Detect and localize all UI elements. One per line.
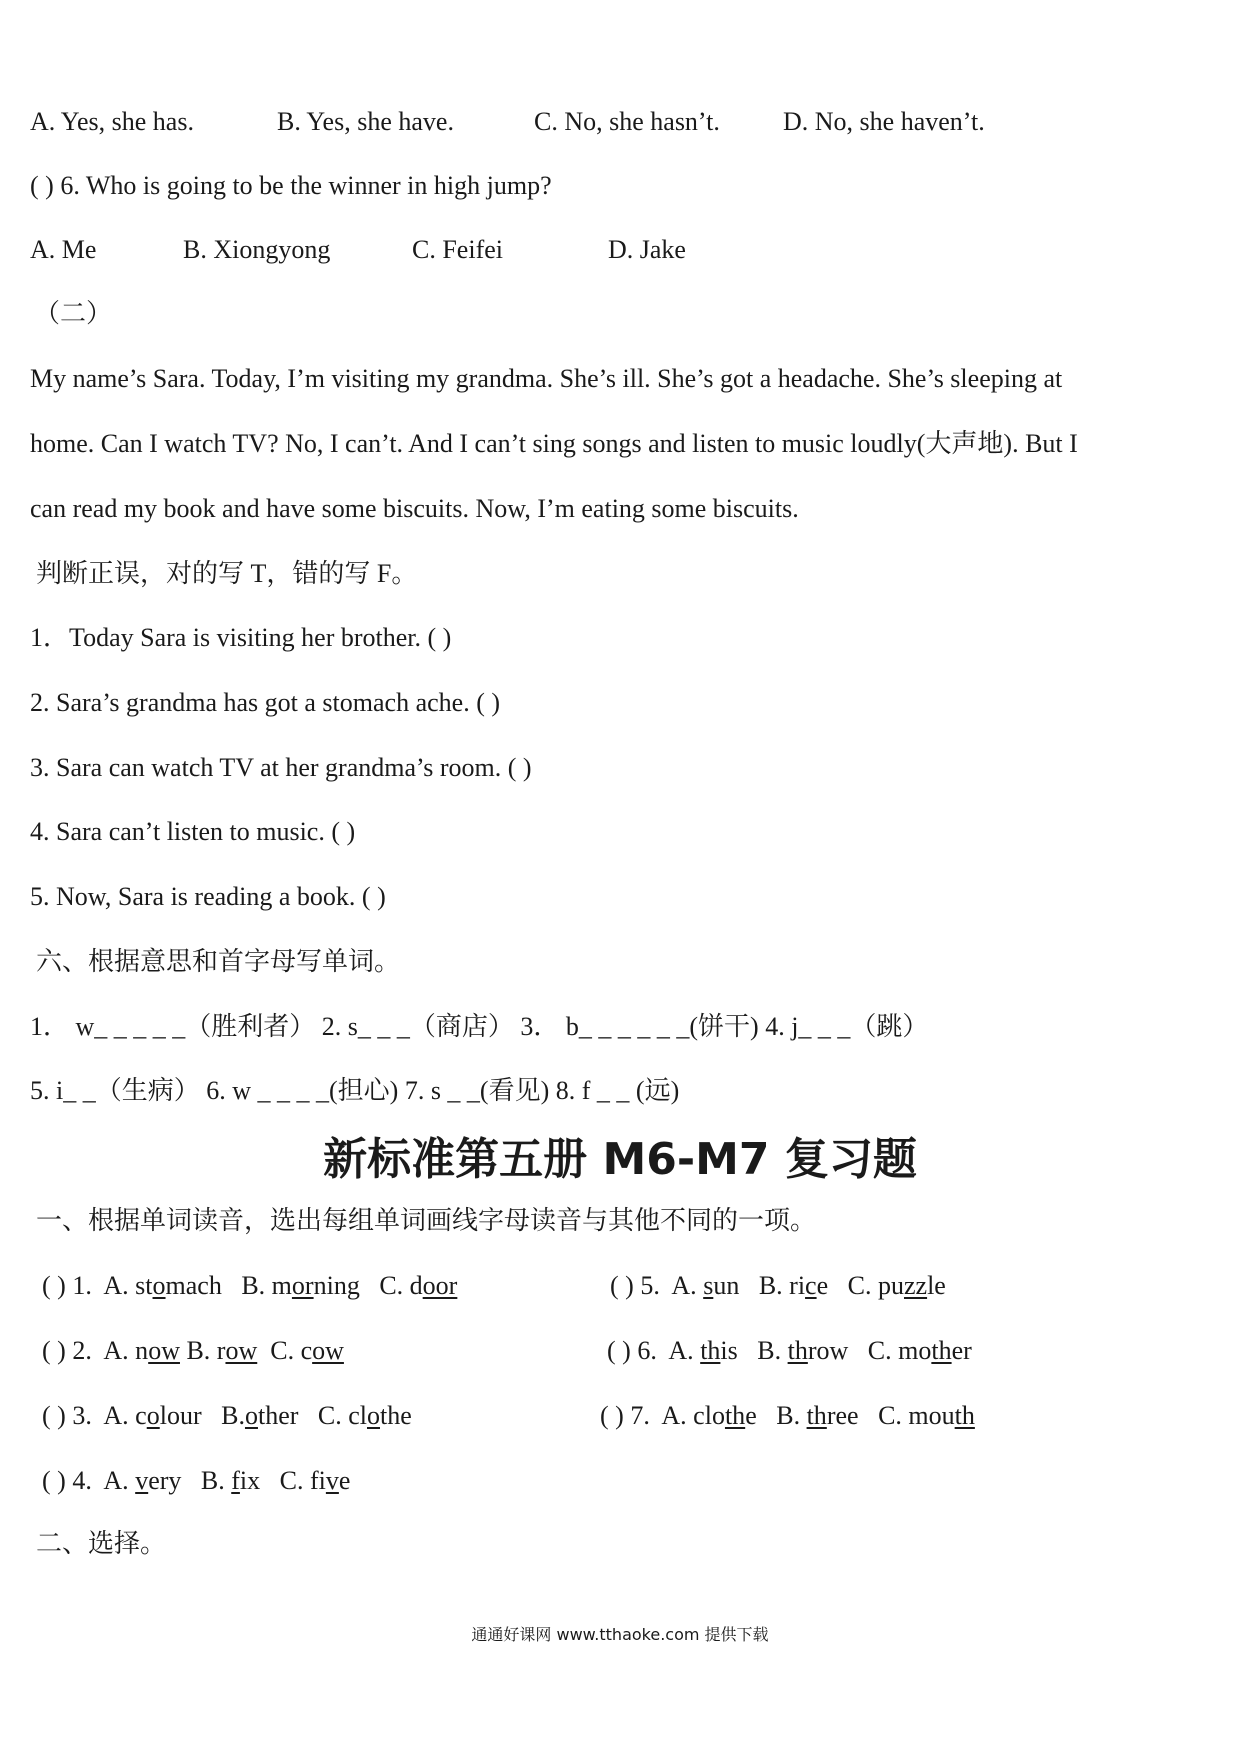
q6-option-b: B. Xiongyong [183, 235, 331, 264]
q2-option-b: B. row [186, 1336, 258, 1365]
q7-option-a: A. clothe [661, 1401, 757, 1430]
tf-item-1: 1．Today Sara is visiting her brother. ( ) [30, 623, 452, 652]
q4-option-a: A. very [103, 1466, 182, 1495]
phonics-q4 [42, 1465, 350, 1497]
q5-option-a: A. Yes, she has. [30, 107, 194, 136]
q5-option-c: C. No, she hasn’t. [534, 107, 720, 136]
q3-option-c: C. clothe [317, 1401, 412, 1430]
q4-option-c: C. five [279, 1466, 351, 1495]
q5-option-a: A. sun [671, 1271, 740, 1300]
section6-heading: 六、根据意思和首字母写单词。 [36, 947, 401, 976]
phonics-q1 [42, 1270, 457, 1302]
phonics-q3 [42, 1400, 412, 1432]
q2-option-a: A. now [103, 1336, 180, 1365]
q1-option-c: C. door [379, 1271, 458, 1300]
q2-number: ( ) 2. [42, 1336, 92, 1365]
words-row-2: 5. i_ _（生病） 6. w _ _ _ _(担心) 7. s _ _(看见) 8. f _ _ (远) [30, 1076, 680, 1105]
passage-line-2: home. Can I watch TV? No, I can’t. And I can’t sing songs and listen to music loudly(大声地). But I [30, 429, 1078, 458]
review-title: 新标准第五册 M6-M7 复习题 [323, 1134, 917, 1185]
tf-item-2: 2. Sara’s grandma has got a stomach ache. ( ) [30, 688, 501, 717]
tf-item-4: 4. Sara can’t listen to music. ( ) [30, 817, 356, 846]
phonics-q6 [607, 1335, 972, 1367]
passage-line-1: My name’s Sara. Today, I’m visiting my grandma. She’s ill. She’s got a headache. She’s sleeping at [30, 364, 1063, 393]
footer-credit: 通通好课网 www.tthaoke.com 提供下载 [471, 1625, 769, 1644]
q6-option-c: C. Feifei [412, 235, 503, 264]
phonics-q2 [42, 1335, 344, 1367]
q6-number: ( ) 6. [607, 1336, 657, 1365]
q5-option-b: B. Yes, she have. [277, 107, 454, 136]
q7-number: ( ) 7. [600, 1401, 650, 1430]
q1-option-a: A. stomach [103, 1271, 222, 1300]
passage-line-3: can read my book and have some biscuits. Now, I’m eating some biscuits. [30, 494, 799, 523]
q5-option-b: B. rice [758, 1271, 829, 1300]
q4-number: ( ) 4. [42, 1466, 92, 1495]
q2-option-c: C. cow [270, 1336, 344, 1365]
q3-option-a: A. colour [103, 1401, 202, 1430]
q6-option-b: B. throw [757, 1336, 849, 1365]
words-row-1: 1． w_ _ _ _ _（胜利者） 2. s_ _ _（商店） 3． b_ _ _ _ _ _(饼干) 4. j_ _ _（跳） [30, 1012, 929, 1041]
q5-option-d: D. No, she haven’t. [783, 107, 985, 136]
q7-option-c: C. mouth [878, 1401, 975, 1430]
phonics-q5 [610, 1270, 946, 1302]
section1-heading: 一、根据单词读音，选出每组单词画线字母读音与其他不同的一项。 [36, 1206, 817, 1235]
q6-option-c: C. mother [867, 1336, 972, 1365]
tf-instruction: 判断正误，对的写 T，错的写 F。 [36, 559, 418, 588]
q5-number: ( ) 5. [610, 1271, 660, 1300]
q7-option-b: B. three [776, 1401, 859, 1430]
phonics-q7 [600, 1400, 975, 1432]
q5-option-c: C. puzzle [847, 1271, 946, 1300]
tf-item-5: 5. Now, Sara is reading a book. ( ) [30, 882, 386, 911]
q1-option-b: B. morning [241, 1271, 360, 1300]
part2-heading: （二） [34, 299, 113, 328]
q6-option-d: D. Jake [608, 235, 686, 264]
q3-option-b: B.other [221, 1401, 299, 1430]
q6-question: ( ) 6. Who is going to be the winner in high jump? [30, 171, 552, 200]
q6-option-a: A. Me [30, 235, 97, 264]
q3-number: ( ) 3. [42, 1401, 92, 1430]
q1-number: ( ) 1. [42, 1271, 92, 1300]
q6-option-a: A. this [668, 1336, 738, 1365]
q4-option-b: B. fix [200, 1466, 261, 1495]
tf-item-3: 3. Sara can watch TV at her grandma’s room. ( ) [30, 753, 532, 782]
section2-heading: 二、选择。 [36, 1529, 167, 1558]
